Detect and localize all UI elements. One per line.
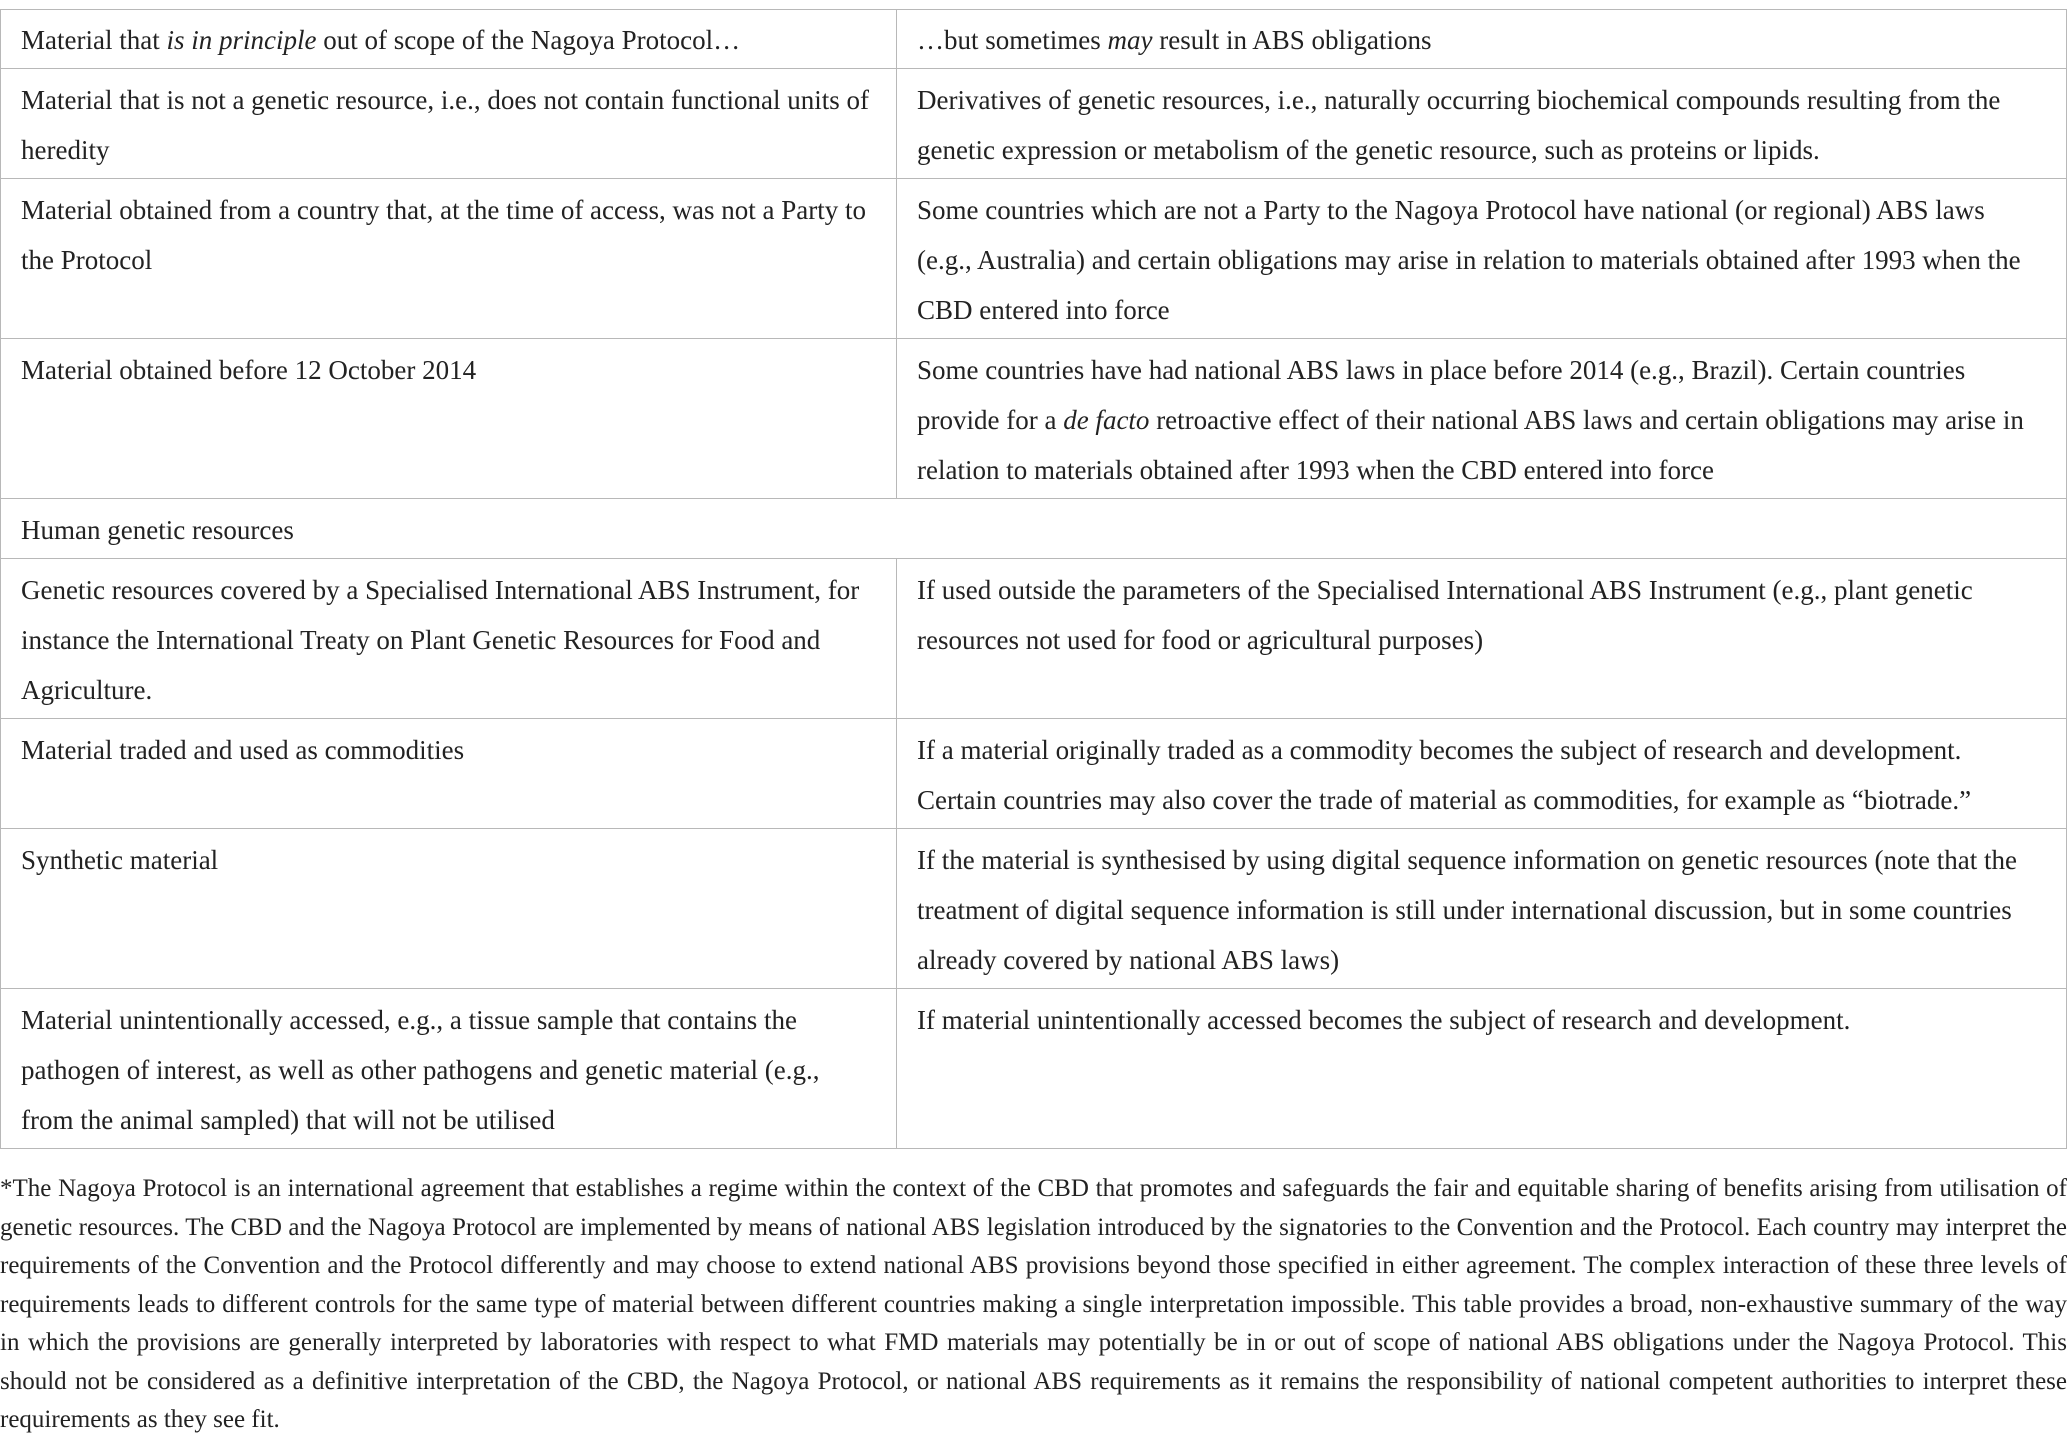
row-cell-material: Material that is not a genetic resource, i.e., does not contain functional units of heredity xyxy=(1,69,897,179)
table-row xyxy=(1,829,2067,989)
row-cell-material: Synthetic material xyxy=(1,829,897,989)
row-cell-obligation: Some countries which are not a Party to the Nagoya Protocol have national (or regional) ABS laws (e.g., Australia) and certain obligations may arise in relation to materials obtained after 1993 when the CBD entered into force xyxy=(897,179,2067,339)
table-row-spanning xyxy=(1,499,2067,559)
header-cell-abs-obligations xyxy=(897,10,2067,69)
table-row xyxy=(1,179,2067,339)
row-cell-material: Material unintentionally accessed, e.g., a tissue sample that contains the pathogen of interest, as well as other pathogens and genetic material (e.g., from the animal sampled) that will not be utilised xyxy=(1,989,897,1149)
header-right-text-end: result in ABS obligations xyxy=(1152,25,1432,55)
abs-scope-table xyxy=(0,9,2067,1149)
header-cell-out-of-scope xyxy=(1,10,897,69)
header-left-text: Material that xyxy=(21,25,167,55)
row-cell-obligation xyxy=(897,339,2067,499)
row-cell-material: Material obtained from a country that, at the time of access, was not a Party to the Protocol xyxy=(1,179,897,339)
header-left-emphasis: is in principle xyxy=(166,25,317,55)
obligation-emphasis: de facto xyxy=(1063,405,1150,435)
table-row xyxy=(1,719,2067,829)
header-right-emphasis: may xyxy=(1107,25,1153,55)
row-cell-human-genetic-resources: Human genetic resources xyxy=(1,499,2067,559)
obligation-text: Some countries have had national ABS laws in place before 2014 (e.g., Brazil). Certain countries provide for a xyxy=(917,355,1966,435)
row-cell-obligation: Derivatives of genetic resources, i.e., naturally occurring biochemical compounds resulting from the genetic expression or metabolism of the genetic resource, such as proteins or lipids. xyxy=(897,69,2067,179)
table-row xyxy=(1,559,2067,719)
header-left-text-end: out of scope of the Nagoya Protocol… xyxy=(316,25,741,55)
header-right-text: …but sometimes xyxy=(917,25,1108,55)
row-cell-obligation: If the material is synthesised by using digital sequence information on genetic resources (note that the treatment of digital sequence information is still under international discussion, but in some countries already covered by national ABS laws) xyxy=(897,829,2067,989)
table-row xyxy=(1,69,2067,179)
table-row xyxy=(1,339,2067,499)
row-cell-material: Material traded and used as commodities xyxy=(1,719,897,829)
obligation-text-end: retroactive effect of their national ABS laws and certain obligations may arise in relation to materials obtained after 1993 when the CBD entered into force xyxy=(917,405,2024,485)
table-footnote: *The Nagoya Protocol is an international agreement that establishes a regime within the context of the CBD that promotes and safeguards the fair and equitable sharing of benefits arising from utilisation of genetic resources. The CBD and the Nagoya Protocol are implemented by means of national ABS legislation introduced by the signatories to the Convention and the Protocol. Each country may interpret the requirements of the Convention and the Protocol differently and may choose to extend national ABS provisions beyond those specified in either agreement. The complex interaction of these three levels of requirements leads to different controls for the same type of material between different countries making a single interpretation impossible. This table provides a broad, non-exhaustive summary of the way in which the provisions are generally interpreted by laboratories with respect to what FMD materials may potentially be in or out of scope of national ABS obligations under the Nagoya Protocol. This should not be considered as a definitive interpretation of the CBD, the Nagoya Protocol, or national ABS requirements as it remains the responsibility of national competent authorities to interpret these requirements as they see fit. xyxy=(0,1175,2067,1433)
row-cell-obligation: If material unintentionally accessed becomes the subject of research and development. xyxy=(897,989,2067,1149)
row-cell-obligation: If a material originally traded as a commodity becomes the subject of research and development. Certain countries may also cover the trade of material as commodities, for example as “biotrade.” xyxy=(897,719,2067,829)
table-row xyxy=(1,989,2067,1149)
row-cell-material: Material obtained before 12 October 2014 xyxy=(1,339,897,499)
table-header-row xyxy=(1,10,2067,69)
row-cell-material: Genetic resources covered by a Specialised International ABS Instrument, for instance the International Treaty on Plant Genetic Resources for Food and Agriculture. xyxy=(1,559,897,719)
row-cell-obligation: If used outside the parameters of the Specialised International ABS Instrument (e.g., plant genetic resources not used for food or agricultural purposes) xyxy=(897,559,2067,719)
